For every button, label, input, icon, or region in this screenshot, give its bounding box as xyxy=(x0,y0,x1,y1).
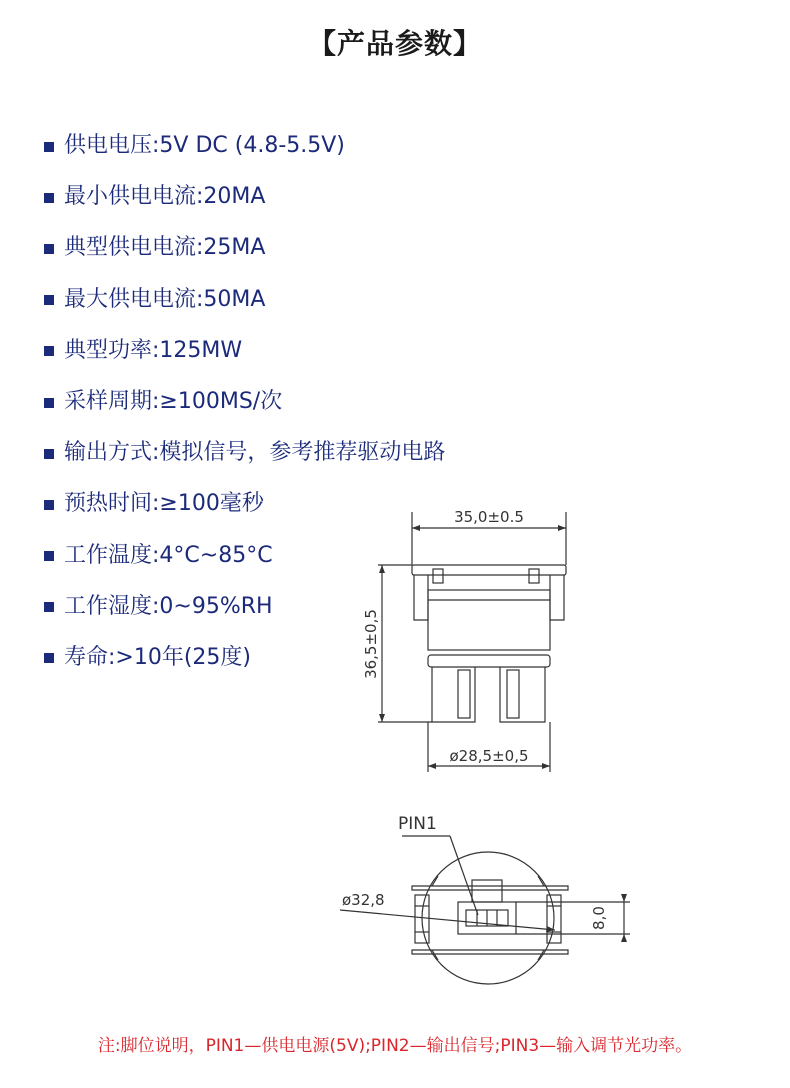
spec-text: 工作湿度:0~95%RH xyxy=(64,593,273,619)
page-title: 【产品参数】 xyxy=(307,27,482,60)
spec-text: 典型供电电流:25MA xyxy=(64,235,266,261)
spec-text: 最小供电电流:20MA xyxy=(64,184,266,210)
spec-text: 工作温度:4°C~85°C xyxy=(64,542,273,568)
pin-description-note: 注:脚位说明，PIN1—供电电源(5V);PIN2—输出信号;PIN3—输入调节光功率。 xyxy=(97,1036,693,1056)
spec-text: 预热时间:≥100毫秒 xyxy=(64,491,264,517)
top-view-drawing xyxy=(340,814,630,984)
spec-text: 寿命:>10年(25度) xyxy=(64,644,252,670)
spec-text: 最大供电电流:50MA xyxy=(64,286,266,312)
dim-diameter-label: ø28,5±0,5 xyxy=(449,747,529,765)
dim-pin-height-label: 8,0 xyxy=(590,906,608,930)
dim-width-label: 35,0±0.5 xyxy=(454,508,524,526)
spec-text: 输出方式:模拟信号，参考推荐驱动电路 xyxy=(64,440,446,466)
dim-height-label: 36,5±0,5 xyxy=(362,609,380,679)
spec-text: 典型功率:125MW xyxy=(64,337,243,363)
side-view-drawing xyxy=(362,508,566,772)
spec-text: 供电电压:5V DC (4.8-5.5V) xyxy=(64,133,345,159)
dim-outer-diameter-label: ø32,8 xyxy=(342,891,385,909)
pin1-label: PIN1 xyxy=(398,814,437,834)
spec-text: 采样周期:≥100MS/次 xyxy=(64,389,283,415)
